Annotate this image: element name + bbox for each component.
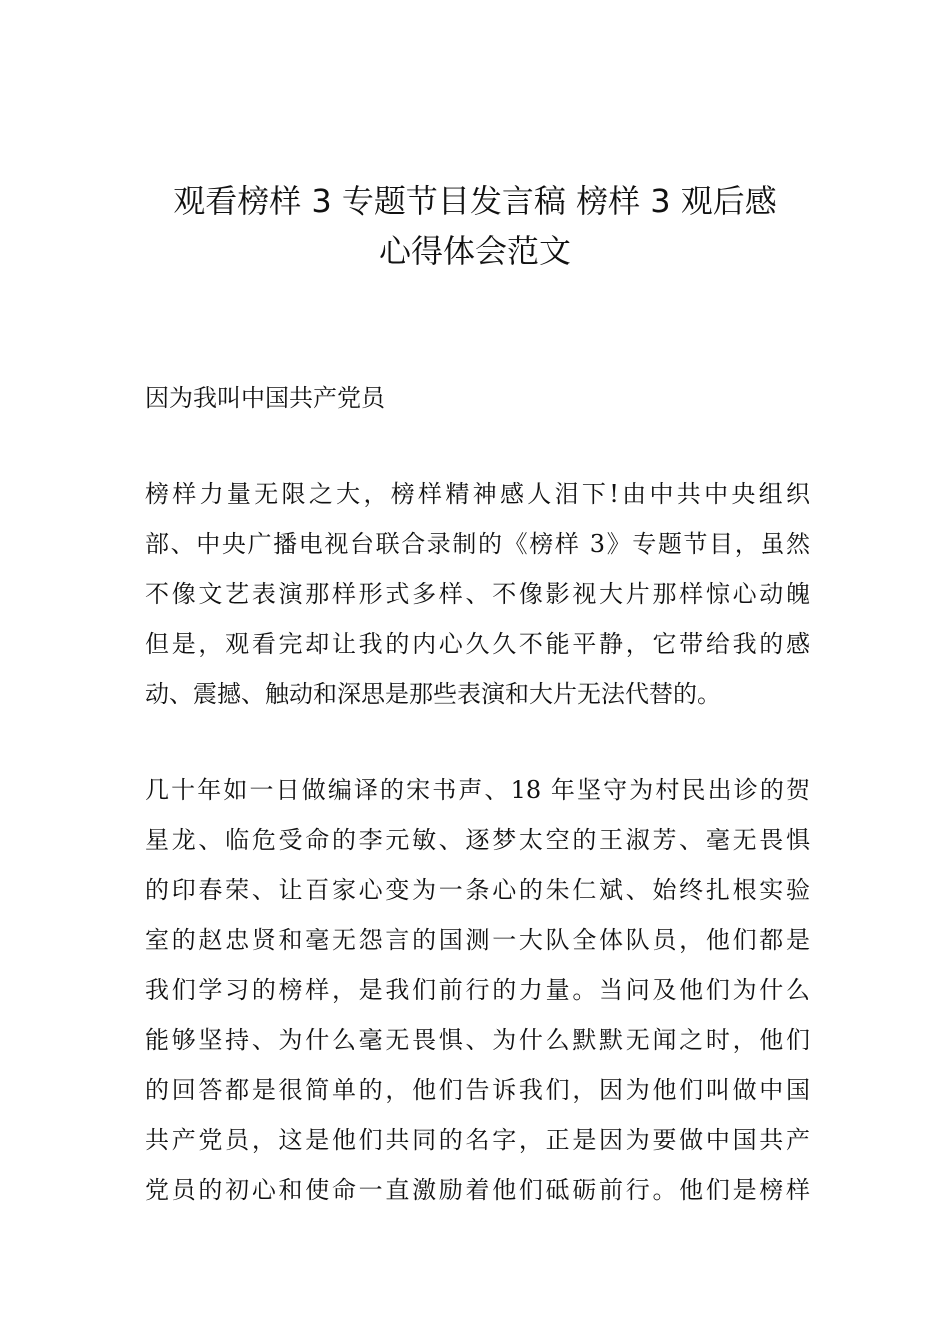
paragraph-1 <box>145 469 810 719</box>
title-line-1: 观看榜样 3 专题节目发言稿 榜样 3 观后感 <box>173 182 777 220</box>
section-heading: 因为我叫中国共产党员 <box>145 384 385 412</box>
paragraph-line: 部、中央广播电视台联合录制的《榜样 3》专题节目，虽然 <box>145 530 810 558</box>
paragraph-line: 榜样力量无限之大，榜样精神感人泪下!由中共中央组织 <box>145 480 810 508</box>
paragraph-line: 星龙、临危受命的李元敏、逐梦太空的王淑芳、毫无畏惧 <box>145 826 810 854</box>
paragraph-line: 动、震撼、触动和深思是那些表演和大片无法代替的。 <box>145 680 721 708</box>
document-title <box>130 176 820 276</box>
paragraph-line: 室的赵忠贤和毫无怨言的国测一大队全体队员，他们都是 <box>145 926 810 954</box>
paragraph-2 <box>145 765 810 1215</box>
paragraph-line: 的回答都是很简单的，他们告诉我们，因为他们叫做中国 <box>145 1076 810 1104</box>
paragraph-line: 但是，观看完却让我的内心久久不能平静，它带给我的感 <box>145 630 810 658</box>
paragraph-line: 几十年如一日做编译的宋书声、18 年坚守为村民出诊的贺 <box>145 776 810 804</box>
paragraph-line: 的印春荣、让百家心变为一条心的朱仁斌、始终扎根实验 <box>145 876 810 904</box>
paragraph-line: 我们学习的榜样，是我们前行的力量。当问及他们为什么 <box>145 976 810 1004</box>
paragraph-line: 能够坚持、为什么毫无畏惧、为什么默默无闻之时，他们 <box>145 1026 810 1054</box>
paragraph-line: 不像文艺表演那样形式多样、不像影视大片那样惊心动魄 <box>145 580 810 608</box>
paragraph-line: 共产党员，这是他们共同的名字，正是因为要做中国共产 <box>145 1126 810 1154</box>
title-line-2: 心得体会范文 <box>378 232 571 270</box>
paragraph-line: 党员的初心和使命一直激励着他们砥砺前行。他们是榜样 <box>145 1176 810 1204</box>
